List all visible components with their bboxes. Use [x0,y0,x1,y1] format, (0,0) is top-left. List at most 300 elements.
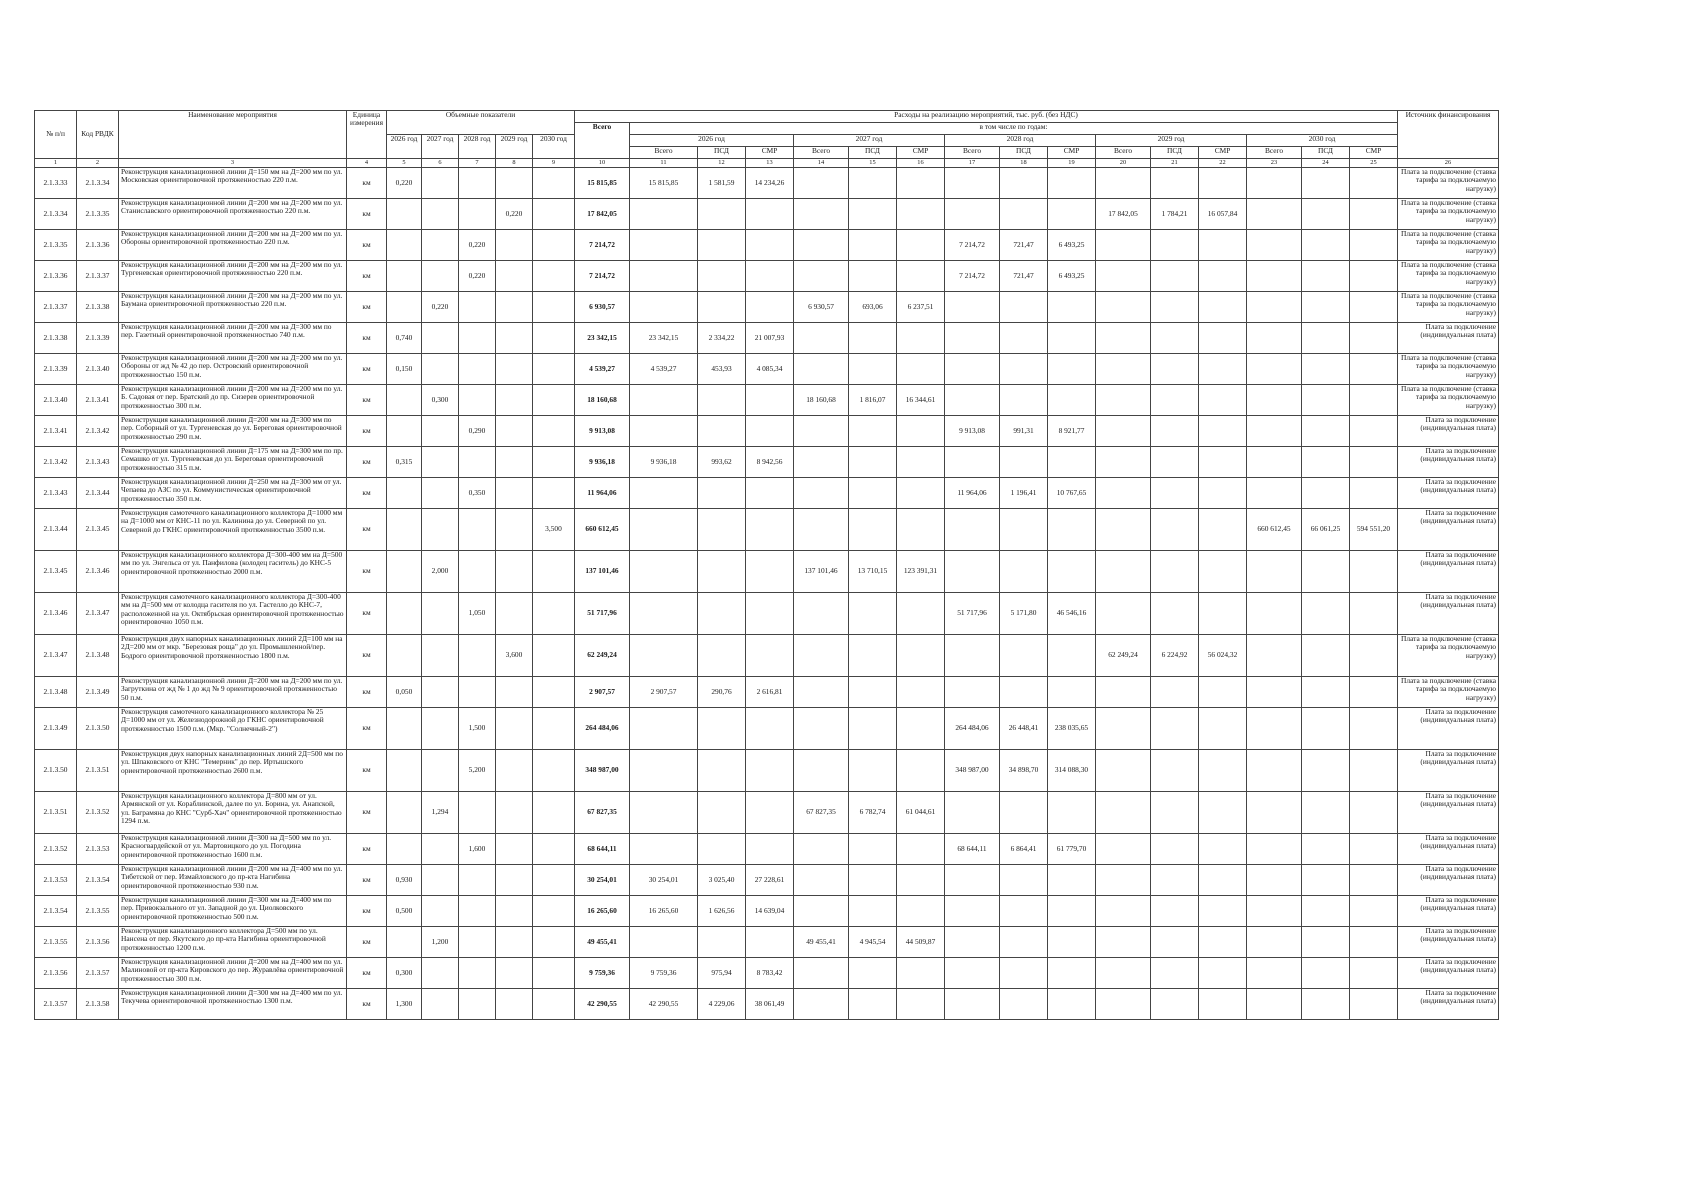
cost-cell-smr [1048,323,1096,354]
cost-cell-psd [1151,168,1199,199]
cost-cell-smr [897,958,945,989]
row-number: 2.1.3.33 [35,168,77,199]
cost-cell-total [794,168,849,199]
cost-cell-psd [1151,447,1199,478]
volume-cell: 3,500 [533,509,575,551]
cost-cell-smr [1199,865,1247,896]
volume-cell: 0,050 [387,677,422,708]
funding-source: Плата за подключение (ставка тарифа за подключаемую нагрузку) [1398,261,1499,292]
cost-cell-total: 67 827,35 [794,792,849,834]
volume-cell: 0,220 [459,261,496,292]
volume-cell [422,834,459,865]
measure-name: Реконструкция канализационной линии Д=200 мм на Д=200 мм по ул. Б. Садовая от пер. Братский до пр. Сизерев ориентировочной протяженностью 300 п.м. [119,385,347,416]
cost-cell-smr [1350,593,1398,635]
cost-cell-total [1247,323,1302,354]
cost-cell-total: 30 254,01 [630,865,698,896]
cost-cell-smr: 8 783,42 [746,958,794,989]
volume-cell [459,989,496,1020]
cost-cell-total [1247,834,1302,865]
cost-cell-total [794,593,849,635]
cost-cell-psd [849,261,897,292]
cost-cell-smr [897,989,945,1020]
cost-cell-total [630,927,698,958]
total-cost: 67 827,35 [575,792,630,834]
cost-cell-total [1096,927,1151,958]
cost-cell-total [1247,447,1302,478]
cost-cell-smr [1048,509,1096,551]
volume-cell [459,927,496,958]
cost-cell-smr: 44 509,87 [897,927,945,958]
volume-cell [533,168,575,199]
cost-cell-total [794,834,849,865]
cost-cell-psd [849,509,897,551]
table-row [35,989,1499,1020]
row-number: 2.1.3.57 [35,989,77,1020]
cost-cell-psd [1151,292,1199,323]
total-cost: 51 717,96 [575,593,630,635]
column-number: 14 [794,159,849,168]
unit-cell: км [347,292,387,323]
volume-cell [496,989,533,1020]
cost-cell-psd [1302,750,1350,792]
cost-cell-total: 264 484,06 [945,708,1000,750]
funding-source: Плата за подключение (ставка тарифа за подключаемую нагрузку) [1398,635,1499,677]
row-code: 2.1.3.47 [77,593,119,635]
cost-cell-smr: 4 085,34 [746,354,794,385]
cost-cell-smr [1350,792,1398,834]
cost-cell-total [794,677,849,708]
cost-cell-total [794,750,849,792]
total-cost: 9 913,08 [575,416,630,447]
row-code: 2.1.3.54 [77,865,119,896]
row-number: 2.1.3.50 [35,750,77,792]
cost-cell-smr [1048,896,1096,927]
cost-cell-smr [897,593,945,635]
cost-cell-smr [1350,447,1398,478]
cost-cell-smr [1048,168,1096,199]
measure-name: Реконструкция двух напорных канализационных линий 2Д=100 мм на 2Д=200 мм от мкр. "Березовая роща" до ул. Промышленной/пер. Бодрого ориентировочной протяженностью 1800 п.м. [119,635,347,677]
volume-cell [459,635,496,677]
funding-source: Плата за подключение (индивидуальная плата) [1398,896,1499,927]
cost-cell-smr: 594 551,20 [1350,509,1398,551]
cost-cell-psd [1151,551,1199,593]
row-code: 2.1.3.45 [77,509,119,551]
cost-cell-smr: 61 044,61 [897,792,945,834]
cost-cell-total [945,292,1000,323]
cost-cell-psd [849,593,897,635]
cost-cell-psd [849,635,897,677]
table-row [35,478,1499,509]
table-row [35,416,1499,447]
cost-cell-smr [897,416,945,447]
cost-cell-psd [1000,354,1048,385]
cost-cell-total [945,792,1000,834]
volume-cell: 1,200 [422,927,459,958]
cost-cell-total [945,551,1000,593]
header-sub-total: Всего [1247,147,1302,159]
volume-cell [422,447,459,478]
header-sub-smr: СМР [1199,147,1247,159]
volume-cell [496,551,533,593]
row-number: 2.1.3.34 [35,199,77,230]
cost-cell-psd [698,708,746,750]
header-including: в том числе по годам: [630,123,1398,135]
volume-cell: 1,600 [459,834,496,865]
cost-cell-psd [1302,168,1350,199]
cost-cell-smr [1048,792,1096,834]
row-code: 2.1.3.58 [77,989,119,1020]
cost-cell-smr [1048,989,1096,1020]
header-volume: Объемные показатели [387,111,575,135]
volume-cell [496,896,533,927]
unit-cell: км [347,551,387,593]
header-sub-psd: ПСД [1302,147,1350,159]
volume-cell [496,323,533,354]
header-code: Код РВДК [77,111,119,159]
cost-cell-smr: 21 007,93 [746,323,794,354]
volume-cell [496,416,533,447]
cost-cell-psd [1151,593,1199,635]
unit-cell: км [347,635,387,677]
row-number: 2.1.3.39 [35,354,77,385]
cost-cell-smr [1199,989,1247,1020]
cost-cell-smr [1350,323,1398,354]
header-vol-year-2026: 2026 год [387,135,422,159]
volume-cell [459,896,496,927]
cost-cell-psd [1151,750,1199,792]
cost-cell-smr [1048,865,1096,896]
row-code: 2.1.3.36 [77,230,119,261]
cost-cell-psd [1302,551,1350,593]
unit-cell: км [347,323,387,354]
cost-cell-total [1096,416,1151,447]
volume-cell: 0,220 [459,230,496,261]
table-row [35,635,1499,677]
cost-cell-smr [1350,958,1398,989]
cost-cell-smr [1199,927,1247,958]
volume-cell [533,677,575,708]
cost-cell-total [630,792,698,834]
measure-name: Реконструкция канализационного коллектора Д=500 мм по ул. Нансена от пер. Якутского до пр-кта Нагибина ориентировочной протяженностью 1200 п.м. [119,927,347,958]
volume-cell [533,551,575,593]
cost-cell-smr [897,447,945,478]
cost-cell-psd [1000,447,1048,478]
funding-source: Плата за подключение (индивидуальная плата) [1398,958,1499,989]
cost-cell-smr [897,635,945,677]
cost-cell-smr: 2 616,81 [746,677,794,708]
measure-name: Реконструкция канализационного коллектора Д=300-400 мм на Д=500 мм по ул. Энгельса от ул. Панфилова (колодец гаситель) до КНС-5 ориентировочной протяженностью 2000 п.м. [119,551,347,593]
measures-table [34,110,1499,1020]
cost-cell-psd: 3 025,40 [698,865,746,896]
volume-cell [496,750,533,792]
header-exp-year-2030: 2030 год [1247,135,1398,147]
cost-cell-total [1096,385,1151,416]
cost-cell-psd [1000,168,1048,199]
header-sub-smr: СМР [1048,147,1096,159]
funding-source: Плата за подключение (индивидуальная плата) [1398,865,1499,896]
cost-cell-total: 4 539,27 [630,354,698,385]
cost-cell-total: 18 160,68 [794,385,849,416]
cost-cell-total [1247,168,1302,199]
cost-cell-total [794,478,849,509]
cost-cell-smr [1048,551,1096,593]
cost-cell-psd [1302,896,1350,927]
cost-cell-total [794,865,849,896]
cost-cell-smr [1350,896,1398,927]
table-row [35,261,1499,292]
cost-cell-psd [1000,989,1048,1020]
funding-source: Плата за подключение (ставка тарифа за подключаемую нагрузку) [1398,385,1499,416]
cost-cell-psd [1302,927,1350,958]
cost-cell-smr [746,593,794,635]
cost-cell-psd [698,551,746,593]
row-code: 2.1.3.37 [77,261,119,292]
cost-cell-total [794,708,849,750]
cost-cell-smr: 14 234,26 [746,168,794,199]
cost-cell-total: 23 342,15 [630,323,698,354]
cost-cell-total [945,927,1000,958]
volume-cell [422,750,459,792]
cost-cell-smr: 16 057,84 [1199,199,1247,230]
total-cost: 49 455,41 [575,927,630,958]
volume-cell [422,230,459,261]
volume-cell [533,323,575,354]
cost-cell-psd [1000,927,1048,958]
cost-cell-total [1096,896,1151,927]
row-number: 2.1.3.55 [35,927,77,958]
cost-cell-smr [1350,834,1398,865]
table-body [35,168,1499,1020]
cost-cell-smr [897,323,945,354]
cost-cell-total: 11 964,06 [945,478,1000,509]
cost-cell-total [1096,292,1151,323]
cost-cell-psd: 721,47 [1000,230,1048,261]
cost-cell-smr [1199,750,1247,792]
cost-cell-total [630,385,698,416]
volume-cell [459,292,496,323]
cost-cell-smr [746,551,794,593]
volume-cell [387,792,422,834]
cost-cell-psd [849,478,897,509]
volume-cell [496,509,533,551]
cost-cell-total [1096,509,1151,551]
volume-cell [496,958,533,989]
unit-cell: км [347,168,387,199]
total-cost: 30 254,01 [575,865,630,896]
row-number: 2.1.3.35 [35,230,77,261]
cost-cell-total [945,385,1000,416]
volume-cell [422,708,459,750]
cost-cell-total [945,168,1000,199]
volume-cell [533,927,575,958]
cost-cell-psd [1000,635,1048,677]
total-cost: 660 612,45 [575,509,630,551]
row-code: 2.1.3.57 [77,958,119,989]
cost-cell-total [630,834,698,865]
cost-cell-smr [897,677,945,708]
volume-cell [387,750,422,792]
cost-cell-psd [1151,896,1199,927]
header-sub-smr: СМР [1350,147,1398,159]
cost-cell-smr [746,750,794,792]
cost-cell-smr [1048,292,1096,323]
cost-cell-smr [1350,261,1398,292]
volume-cell [533,385,575,416]
total-cost: 9 759,36 [575,958,630,989]
cost-cell-total [794,635,849,677]
cost-cell-smr [897,354,945,385]
cost-cell-psd [698,927,746,958]
row-number: 2.1.3.37 [35,292,77,323]
volume-cell [387,708,422,750]
cost-cell-psd [1151,354,1199,385]
table-row [35,792,1499,834]
volume-cell [496,447,533,478]
cost-cell-total: 7 214,72 [945,261,1000,292]
cost-cell-smr [1199,958,1247,989]
volume-cell [459,385,496,416]
cost-cell-total [945,354,1000,385]
cost-cell-psd [1302,989,1350,1020]
cost-cell-total [1096,750,1151,792]
volume-cell: 0,300 [387,958,422,989]
table-row [35,896,1499,927]
cost-cell-smr [746,792,794,834]
cost-cell-smr [1350,865,1398,896]
volume-cell [422,416,459,447]
volume-cell [459,677,496,708]
cost-cell-total [630,750,698,792]
funding-source: Плата за подключение (индивидуальная плата) [1398,708,1499,750]
volume-cell [387,593,422,635]
volume-cell: 0,220 [387,168,422,199]
column-number: 2 [77,159,119,168]
cost-cell-smr [1199,593,1247,635]
cost-cell-total [630,635,698,677]
cost-cell-psd [1151,416,1199,447]
volume-cell: 5,200 [459,750,496,792]
cost-cell-psd: 2 334,22 [698,323,746,354]
cost-cell-smr: 6 493,25 [1048,261,1096,292]
cost-cell-psd [1151,708,1199,750]
cost-cell-smr [1048,927,1096,958]
cost-cell-total [1247,416,1302,447]
cost-cell-psd [1302,447,1350,478]
volume-cell [387,834,422,865]
cost-cell-psd: 5 171,80 [1000,593,1048,635]
cost-cell-psd [1000,551,1048,593]
measure-name: Реконструкция канализационной линии Д=200 мм на Д=200 мм по ул. Тургеневская ориентировочной протяженностью 220 п.м. [119,261,347,292]
header-vol-year-2030: 2030 год [533,135,575,159]
volume-cell [422,261,459,292]
funding-source: Плата за подключение (индивидуальная плата) [1398,447,1499,478]
volume-cell [459,168,496,199]
volume-cell [533,416,575,447]
volume-cell: 0,150 [387,354,422,385]
unit-cell: км [347,834,387,865]
volume-cell: 0,500 [387,896,422,927]
cost-cell-psd [698,230,746,261]
table-row [35,447,1499,478]
cost-cell-psd [1302,792,1350,834]
funding-source: Плата за подключение (индивидуальная плата) [1398,323,1499,354]
row-number: 2.1.3.38 [35,323,77,354]
header-column-numbers-row [35,159,1499,168]
cost-cell-smr [897,708,945,750]
row-code: 2.1.3.44 [77,478,119,509]
cost-cell-smr: 238 035,65 [1048,708,1096,750]
cost-cell-smr: 10 767,65 [1048,478,1096,509]
cost-cell-psd [1302,199,1350,230]
volume-cell [422,168,459,199]
cost-cell-total [1247,677,1302,708]
cost-cell-total: 51 717,96 [945,593,1000,635]
volume-cell [422,323,459,354]
column-number: 26 [1398,159,1499,168]
cost-cell-total [1096,323,1151,354]
cost-cell-psd [698,292,746,323]
row-code: 2.1.3.49 [77,677,119,708]
volume-cell [533,199,575,230]
total-cost: 6 930,57 [575,292,630,323]
cost-cell-total [794,896,849,927]
volume-cell [387,551,422,593]
cost-cell-psd: 721,47 [1000,261,1048,292]
measure-name: Реконструкция канализационной линии Д=150 мм на Д=200 мм по ул. Московская ориентировочной протяженностью 220 п.м. [119,168,347,199]
volume-cell [422,199,459,230]
volume-cell: 0,740 [387,323,422,354]
cost-cell-psd [698,385,746,416]
measure-name: Реконструкция самотечного канализационного коллектора № 25 Д=1000 мм от ул. Железнодорожной до ГКНС ориентировочной протяженностью 1500 п.м. (Мкр. "Солнечный-2") [119,708,347,750]
cost-cell-total [945,199,1000,230]
cost-cell-psd [849,168,897,199]
unit-cell: км [347,199,387,230]
volume-cell [496,792,533,834]
funding-source: Плата за подключение (ставка тарифа за подключаемую нагрузку) [1398,230,1499,261]
column-number: 17 [945,159,1000,168]
volume-cell [459,354,496,385]
row-code: 2.1.3.48 [77,635,119,677]
cost-cell-smr: 6 237,51 [897,292,945,323]
cost-cell-psd [1000,292,1048,323]
cost-cell-psd [1302,958,1350,989]
cost-cell-smr [1199,323,1247,354]
table-row [35,323,1499,354]
cost-cell-smr [1199,416,1247,447]
cost-cell-total [1096,168,1151,199]
column-number: 1 [35,159,77,168]
row-number: 2.1.3.46 [35,593,77,635]
header-sub-total: Всего [945,147,1000,159]
unit-cell: км [347,792,387,834]
row-number: 2.1.3.36 [35,261,77,292]
cost-cell-smr [1048,385,1096,416]
column-number: 20 [1096,159,1151,168]
cost-cell-psd: 1 581,59 [698,168,746,199]
cost-cell-smr [1048,635,1096,677]
volume-cell [496,261,533,292]
cost-cell-smr [1350,385,1398,416]
cost-cell-total [630,199,698,230]
header-source: Источник финансирования [1398,111,1499,159]
cost-cell-total [1247,750,1302,792]
total-cost: 2 907,57 [575,677,630,708]
volume-cell [387,927,422,958]
measure-name: Реконструкция самотечного канализационного коллектора Д=300-400 мм на Д=500 мм от колодца гасителя по ул. Гастелло до КНС-7, расположенной на ул. Октябрьская ориентировочной протяженностью ориентировочно 1050 п.м. [119,593,347,635]
cost-cell-psd [1000,792,1048,834]
cost-cell-total [945,958,1000,989]
unit-cell: км [347,896,387,927]
